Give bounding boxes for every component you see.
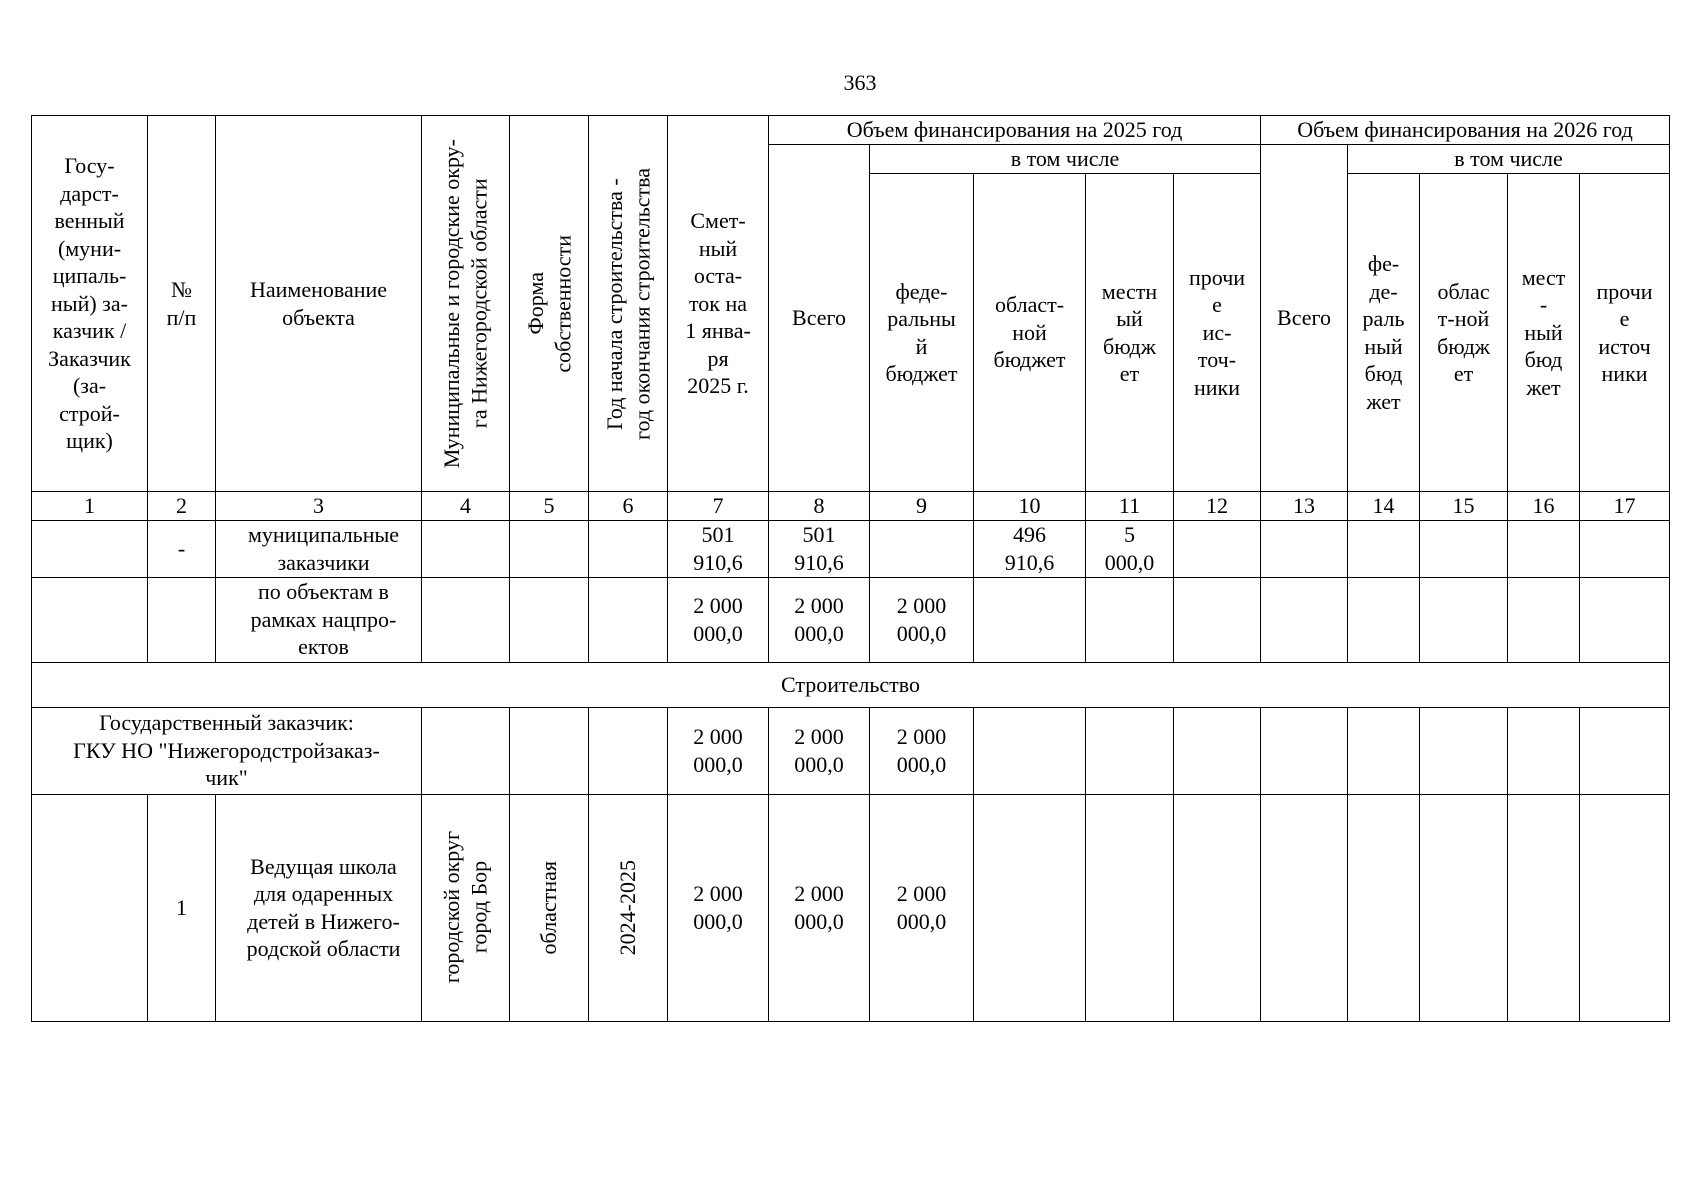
cell-federal-2025: 2 000 000,0 <box>870 794 974 1021</box>
col-number: 17 <box>1580 492 1670 521</box>
cell-total-2025: 501 910,6 <box>769 520 870 577</box>
header-federal-2025: феде- ральны й бюджет <box>870 174 974 492</box>
page-number: 363 <box>843 70 877 95</box>
header-including-2026: в том числе <box>1348 145 1670 174</box>
col-number: 9 <box>870 492 974 521</box>
col-number: 8 <box>769 492 870 521</box>
cell-regional-2025: 496 910,6 <box>974 520 1086 577</box>
col-number: 7 <box>668 492 769 521</box>
cell-years: 2024-2025 <box>589 794 668 1021</box>
col-number: 15 <box>1420 492 1508 521</box>
col-number: 1 <box>32 492 148 521</box>
section-row <box>32 662 1670 707</box>
cell-ownership: областная <box>510 794 589 1021</box>
header-financing-2025: Объем финансирования на 2025 год <box>769 116 1261 145</box>
col-number: 13 <box>1261 492 1348 521</box>
col-number: 12 <box>1174 492 1261 521</box>
col-number: 2 <box>148 492 216 521</box>
cell-estimate: 2 000 000,0 <box>668 577 769 662</box>
cell-total-2025: 2 000 000,0 <box>769 577 870 662</box>
row-national-projects <box>32 577 1670 662</box>
header-total-2025: Всего <box>769 145 870 492</box>
cell-estimate: 2 000 000,0 <box>668 794 769 1021</box>
cell-federal-2025: 2 000 000,0 <box>870 577 974 662</box>
header-years: Год начала строительства - год окончания строительства <box>589 116 668 492</box>
cell-district: городской округ город Бор <box>422 794 510 1021</box>
header-ownership: Форма собственности <box>510 116 589 492</box>
header-local-2025: местн ый бюдж ет <box>1086 174 1174 492</box>
col-number: 16 <box>1508 492 1580 521</box>
row-name: Государственный заказчик: ГКУ НО "Нижегородстройзаказ- чик" <box>32 707 422 794</box>
cell-total-2025: 2 000 000,0 <box>769 794 870 1021</box>
row-number: 1 <box>148 794 216 1021</box>
header-federal-2026: фе- де- раль ный бюд жет <box>1348 174 1420 492</box>
col-number: 4 <box>422 492 510 521</box>
header-regional-2026: облас т-ной бюдж ет <box>1420 174 1508 492</box>
row-name: по объектам в рамках нацпро- ектов <box>216 577 422 662</box>
column-numbers-row <box>32 492 1670 521</box>
row-name: муниципальные заказчики <box>216 520 422 577</box>
cell-total-2025: 2 000 000,0 <box>769 707 870 794</box>
col-number: 5 <box>510 492 589 521</box>
header-estimate-balance: Смет- ный оста- ток на 1 янва- ря 2025 г. <box>668 116 769 492</box>
row-object-1 <box>32 794 1670 1021</box>
section-title: Строительство <box>32 662 1670 707</box>
header-including-2025: в том числе <box>870 145 1261 174</box>
cell-local-2025: 5 000,0 <box>1086 520 1174 577</box>
header-financing-2026: Объем финансирования на 2026 год <box>1261 116 1670 145</box>
cell-federal-2025: 2 000 000,0 <box>870 707 974 794</box>
row-dash: - <box>148 520 216 577</box>
header-district: Муниципальные и городские окру- га Нижегородской области <box>422 116 510 492</box>
col-number: 3 <box>216 492 422 521</box>
row-municipal-customers <box>32 520 1670 577</box>
header-regional-2025: област- ной бюджет <box>974 174 1086 492</box>
header-local-2026: мест - ный бюд жет <box>1508 174 1580 492</box>
row-name: Ведущая школа для одаренных детей в Нижего- родской области <box>216 794 422 1021</box>
row-state-customer <box>32 707 1670 794</box>
col-number: 11 <box>1086 492 1174 521</box>
col-number: 10 <box>974 492 1086 521</box>
header-customer: Госу- дарст- венный (муни- ципаль- ный) за- казчик / Заказчик (за- строй- щик) <box>32 116 148 492</box>
header-number: № п/п <box>148 116 216 492</box>
financing-table <box>31 115 1670 1022</box>
header-other-2026: прочи е источ ники <box>1580 174 1670 492</box>
cell-estimate: 501 910,6 <box>668 520 769 577</box>
col-number: 6 <box>589 492 668 521</box>
col-number: 14 <box>1348 492 1420 521</box>
header-total-2026: Всего <box>1261 145 1348 492</box>
cell-estimate: 2 000 000,0 <box>668 707 769 794</box>
header-other-2025: прочи е ис- точ- ники <box>1174 174 1261 492</box>
header-object-name: Наименование объекта <box>216 116 422 492</box>
